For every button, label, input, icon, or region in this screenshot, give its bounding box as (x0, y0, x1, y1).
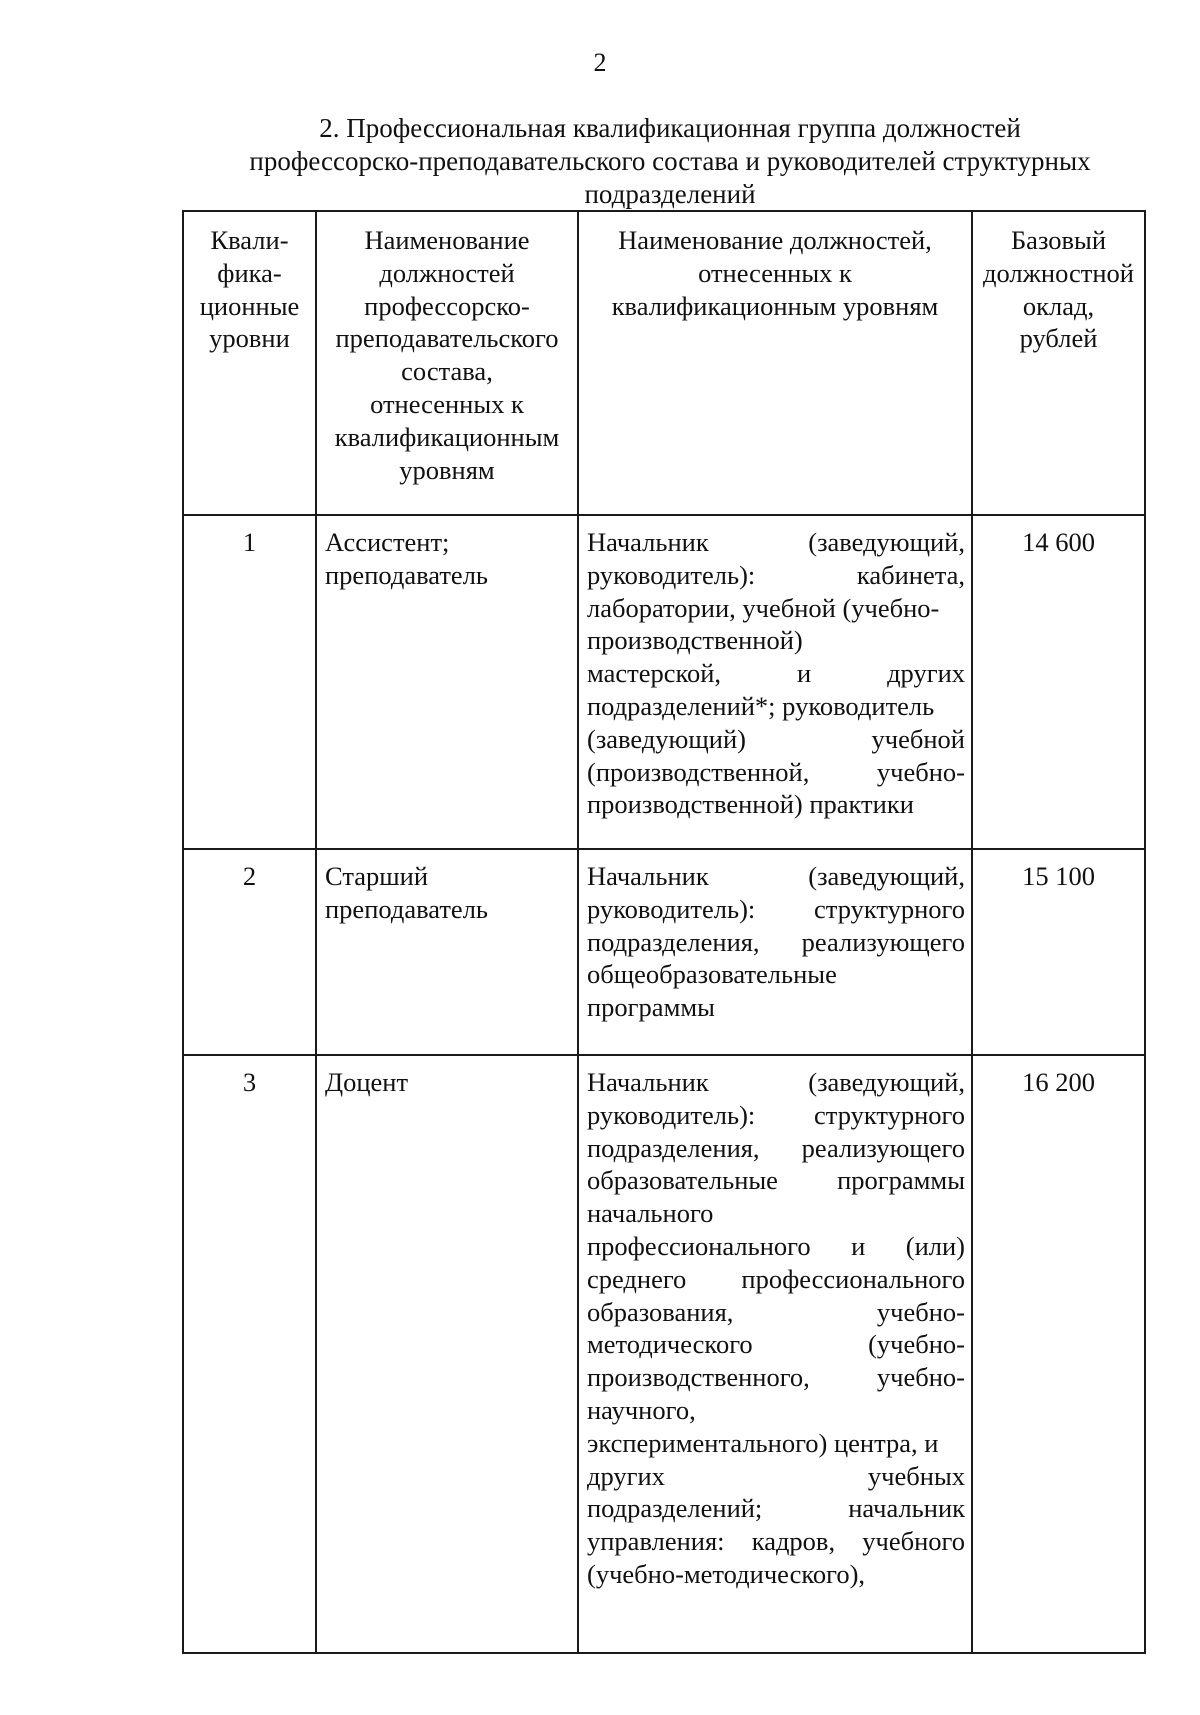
description-cell: Начальник (заведующий, руководитель): кабинета, лаборатории, учебной (учебно- производственной) мастерской, и других подразделений*; руководитель (заведующий) учебной (производственной, учебно- производственной) практики (578, 515, 972, 849)
salary-cell: 14 600 (972, 515, 1145, 849)
heading-line-2: профессорско-преподавательского состава и руководителей структурных (249, 146, 1091, 176)
salary-cell: 15 100 (972, 849, 1145, 1055)
positions-cell: Ассистент; преподаватель (316, 515, 578, 849)
header-base-salary: Базовый должностной оклад, рублей (972, 211, 1145, 515)
salary-cell: 16 200 (972, 1055, 1145, 1653)
header-qualification-levels: Квали- фика- ционные уровни (183, 211, 316, 515)
table-header-row (183, 211, 1145, 515)
section-heading (180, 112, 1160, 211)
level-cell: 3 (183, 1055, 316, 1653)
qualification-table (182, 210, 1146, 1654)
description-cell: Начальник (заведующий, руководитель): структурного подразделения, реализующего образовательные программы начального профессионального и (или) среднего профессионального образования, учебно- методического (учебно- производственного, учебно- научного, экспериментального) центра, и других учебных подразделений; начальник управления: кадров, учебного (учебно-методического), (578, 1055, 972, 1653)
level-cell: 1 (183, 515, 316, 849)
heading-line-3: подразделений (584, 179, 756, 209)
heading-line-1: 2. Профессиональная квалификационная группа должностей (319, 113, 1021, 143)
level-cell: 2 (183, 849, 316, 1055)
table-row (183, 515, 1145, 849)
table-row (183, 1055, 1145, 1653)
positions-cell: Доцент (316, 1055, 578, 1653)
table-row (183, 849, 1145, 1055)
description-cell: Начальник (заведующий, руководитель): структурного подразделения, реализующего общеобразовательные программы (578, 849, 972, 1055)
header-staff-positions: Наименование должностей профессорско- преподавательского состава, отнесенных к квалификационным уровням (316, 211, 578, 515)
header-position-names: Наименование должностей, отнесенных к квалификационным уровням (578, 211, 972, 515)
positions-cell: Старший преподаватель (316, 849, 578, 1055)
page-number: 2 (593, 48, 607, 77)
